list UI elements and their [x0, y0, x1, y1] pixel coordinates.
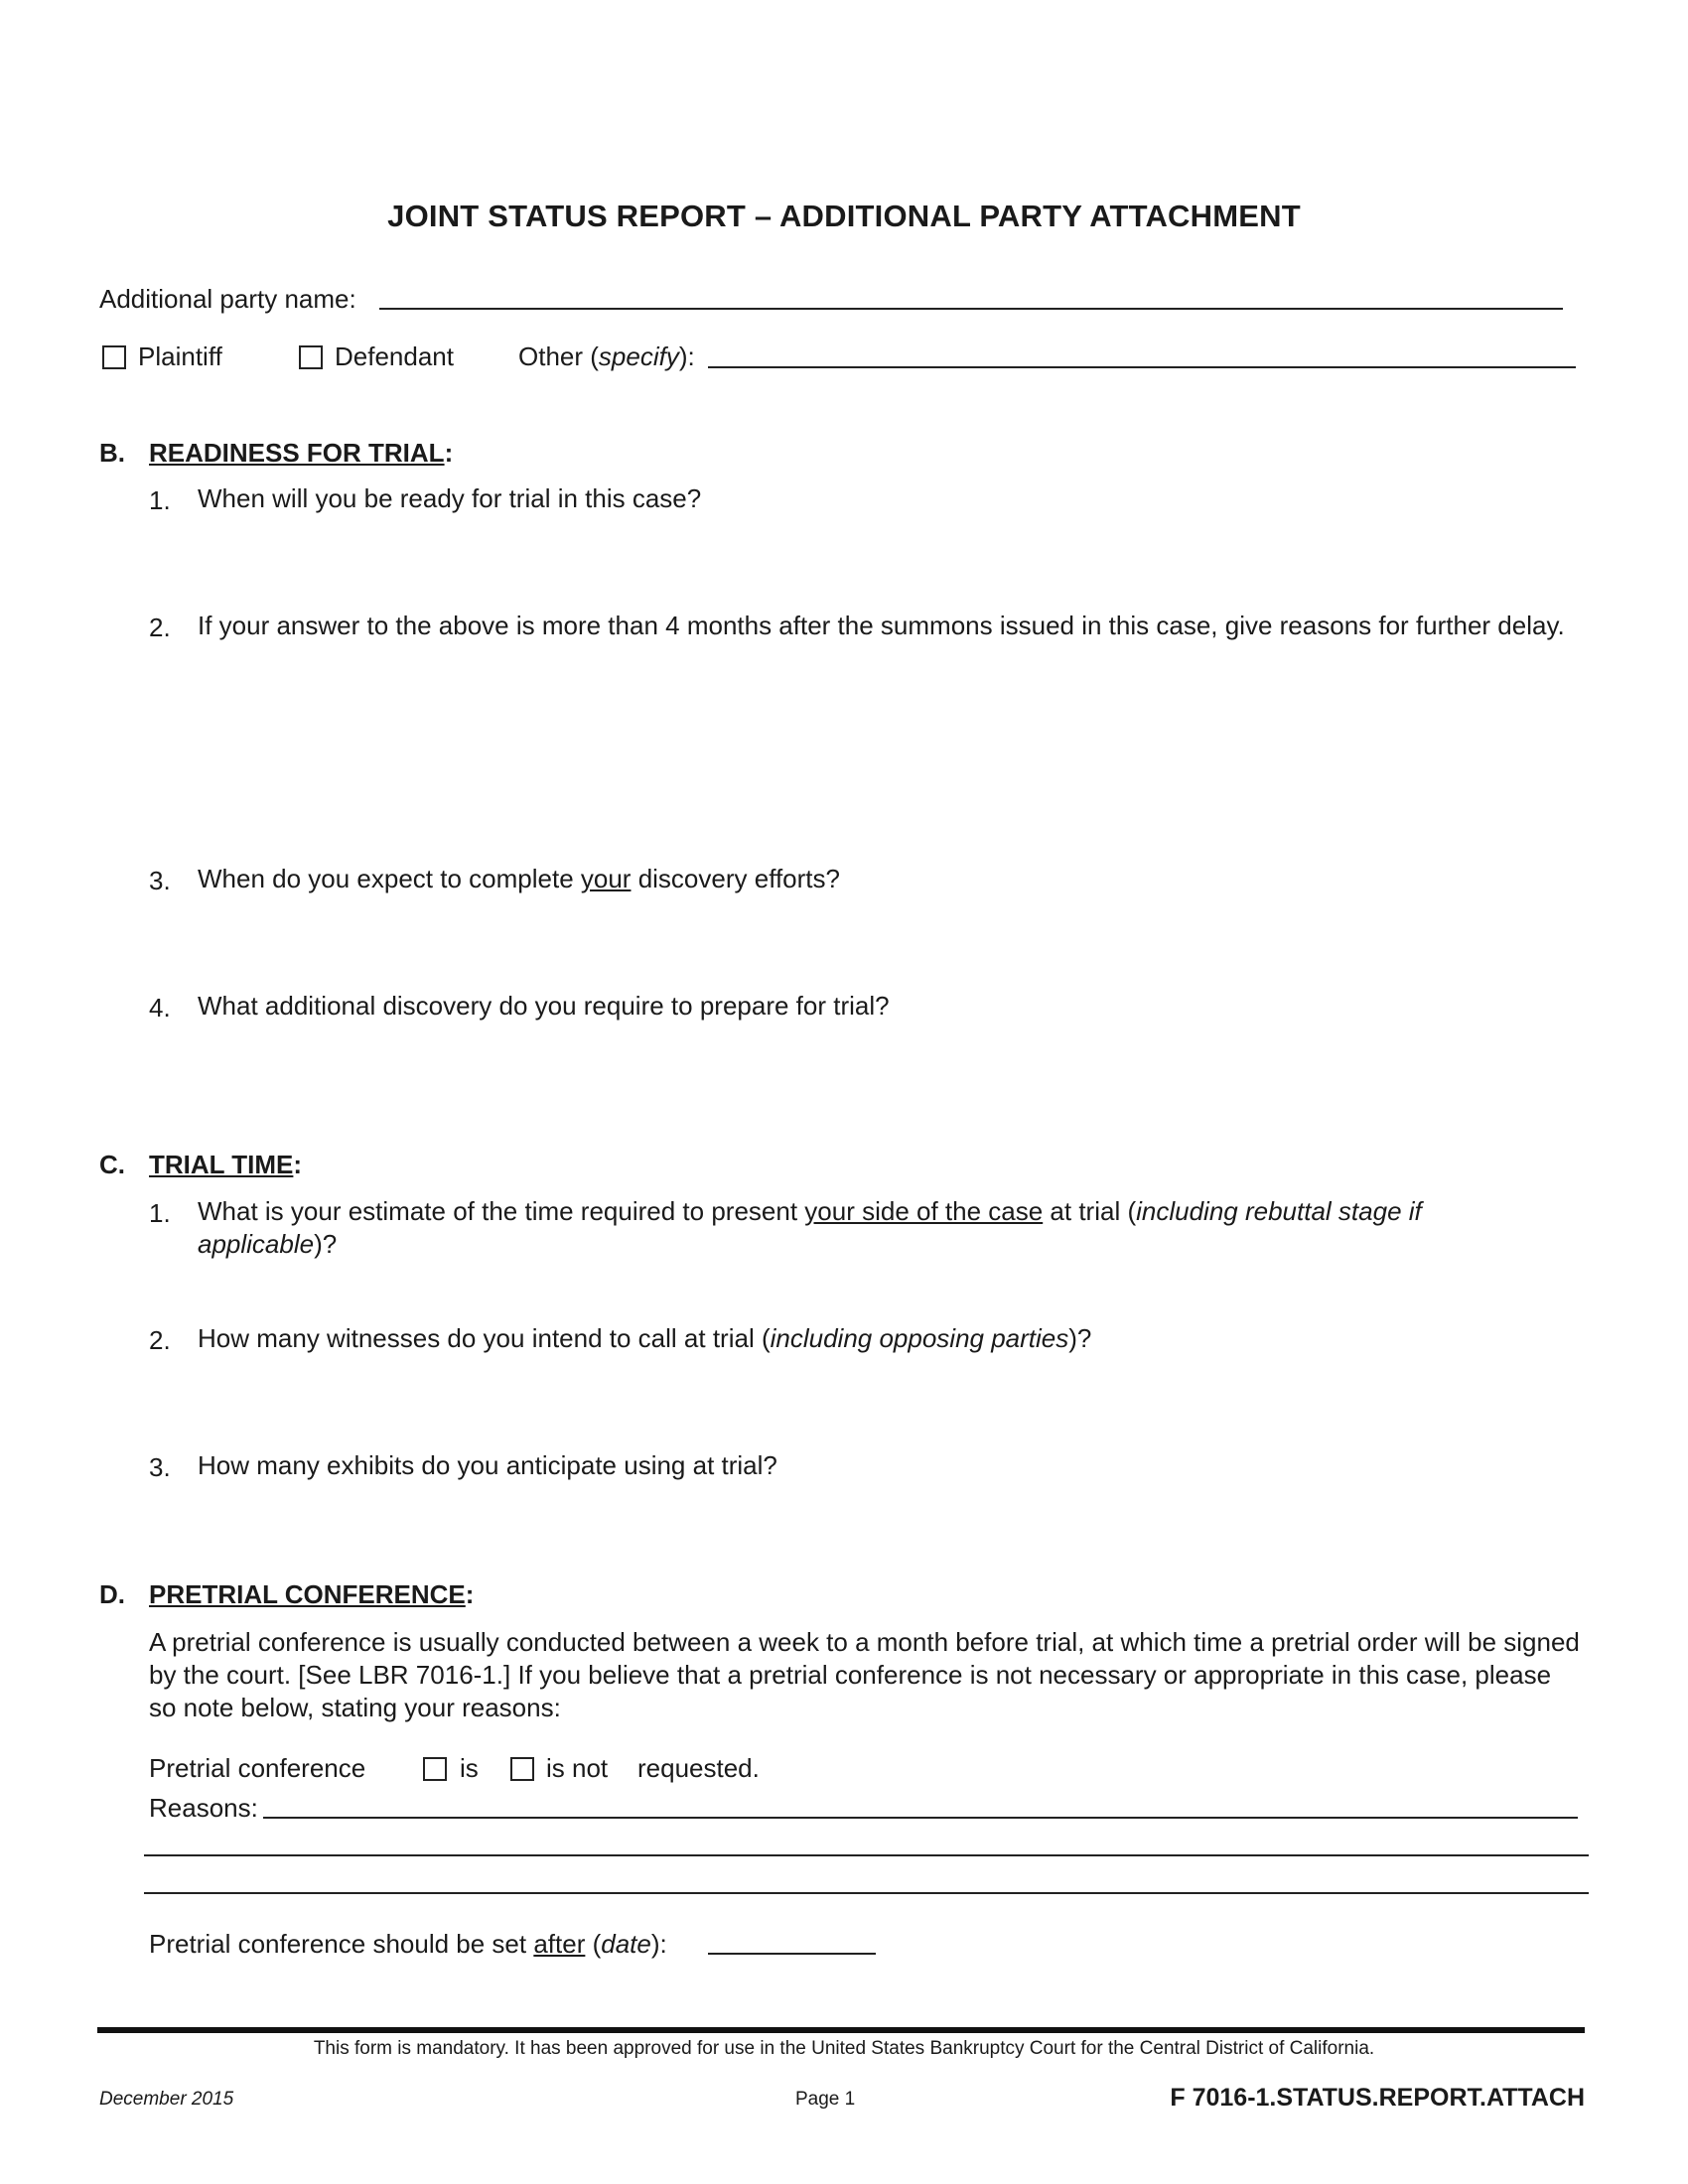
- section-b-letter: B.: [99, 438, 125, 468]
- footer-rule: [97, 2027, 1585, 2033]
- section-c-q3: How many exhibits do you anticipate using at trial?: [198, 1450, 777, 1480]
- section-b-q4: What additional discovery do you require to prepare for trial?: [198, 991, 890, 1021]
- footer-form-id: F 7016-1.STATUS.REPORT.ATTACH: [1170, 2084, 1585, 2112]
- section-b-q2-number: 2.: [149, 613, 171, 642]
- party-name-label: Additional party name:: [99, 284, 356, 314]
- pretrial-after-date-field[interactable]: [708, 1953, 876, 1955]
- footer-page-number: Page 1: [795, 2089, 856, 2110]
- section-b-q1: When will you be ready for trial in this case?: [198, 483, 702, 513]
- pretrial-is-checkbox[interactable]: [423, 1757, 447, 1781]
- plaintiff-checkbox[interactable]: [102, 345, 126, 369]
- party-name-field[interactable]: [379, 308, 1563, 310]
- section-b-q3-number: 3.: [149, 866, 171, 895]
- section-c-letter: C.: [99, 1150, 125, 1179]
- section-b-q3: When do you expect to complete your discovery efforts?: [198, 864, 840, 893]
- section-b-q2: If your answer to the above is more than 4 months after the summons issued in this case, give reasons for further delay.: [198, 611, 1565, 640]
- pretrial-after-date-label: Pretrial conference should be set after (date):: [149, 1929, 667, 1959]
- section-b-heading: READINESS FOR TRIAL:: [149, 438, 454, 468]
- section-c-heading: TRIAL TIME:: [149, 1150, 303, 1179]
- other-label: Other (specify):: [518, 341, 695, 371]
- section-b-q4-number: 4.: [149, 993, 171, 1023]
- pretrial-conference-label: Pretrial conference: [149, 1753, 366, 1783]
- section-c-q3-number: 3.: [149, 1452, 171, 1482]
- form-title: JOINT STATUS REPORT – ADDITIONAL PARTY ATTACHMENT: [387, 199, 1301, 233]
- footer-date: December 2015: [99, 2089, 234, 2110]
- reasons-label: Reasons:: [149, 1793, 258, 1823]
- section-c-q2-number: 2.: [149, 1325, 171, 1355]
- other-specify-field[interactable]: [708, 366, 1576, 368]
- pretrial-is-label: is: [460, 1753, 479, 1783]
- pretrial-is-not-checkbox[interactable]: [510, 1757, 534, 1781]
- section-b-q1-number: 1.: [149, 485, 171, 515]
- section-d-heading: PRETRIAL CONFERENCE:: [149, 1579, 475, 1609]
- section-c-q1: What is your estimate of the time required to present your side of the case at trial (including rebuttal stage if applicable)?: [198, 1196, 1422, 1259]
- reasons-line-2[interactable]: [144, 1854, 1589, 1856]
- plaintiff-label: Plaintiff: [138, 341, 222, 371]
- section-c-q2: How many witnesses do you intend to call at trial (including opposing parties)?: [198, 1323, 1092, 1353]
- footer-mandatory-notice: This form is mandatory. It has been approved for use in the United States Bankruptcy Court for the Central District of California.: [313, 2038, 1375, 2059]
- reasons-line-1[interactable]: [263, 1817, 1578, 1819]
- pretrial-requested-label: requested.: [637, 1753, 760, 1783]
- pretrial-is-not-label: is not: [546, 1753, 609, 1783]
- section-d-paragraph: A pretrial conference is usually conducted between a week to a month before trial, at which time a pretrial order will be signed by the court. [See LBR 7016-1.] If you believe that a pretrial conference is not necessary or appropriate in this case, please so note below, stating your reasons:: [149, 1627, 1580, 1722]
- reasons-line-3[interactable]: [144, 1892, 1589, 1894]
- section-d-letter: D.: [99, 1579, 125, 1609]
- section-c-q1-number: 1.: [149, 1198, 171, 1228]
- defendant-label: Defendant: [335, 341, 454, 371]
- defendant-checkbox[interactable]: [299, 345, 323, 369]
